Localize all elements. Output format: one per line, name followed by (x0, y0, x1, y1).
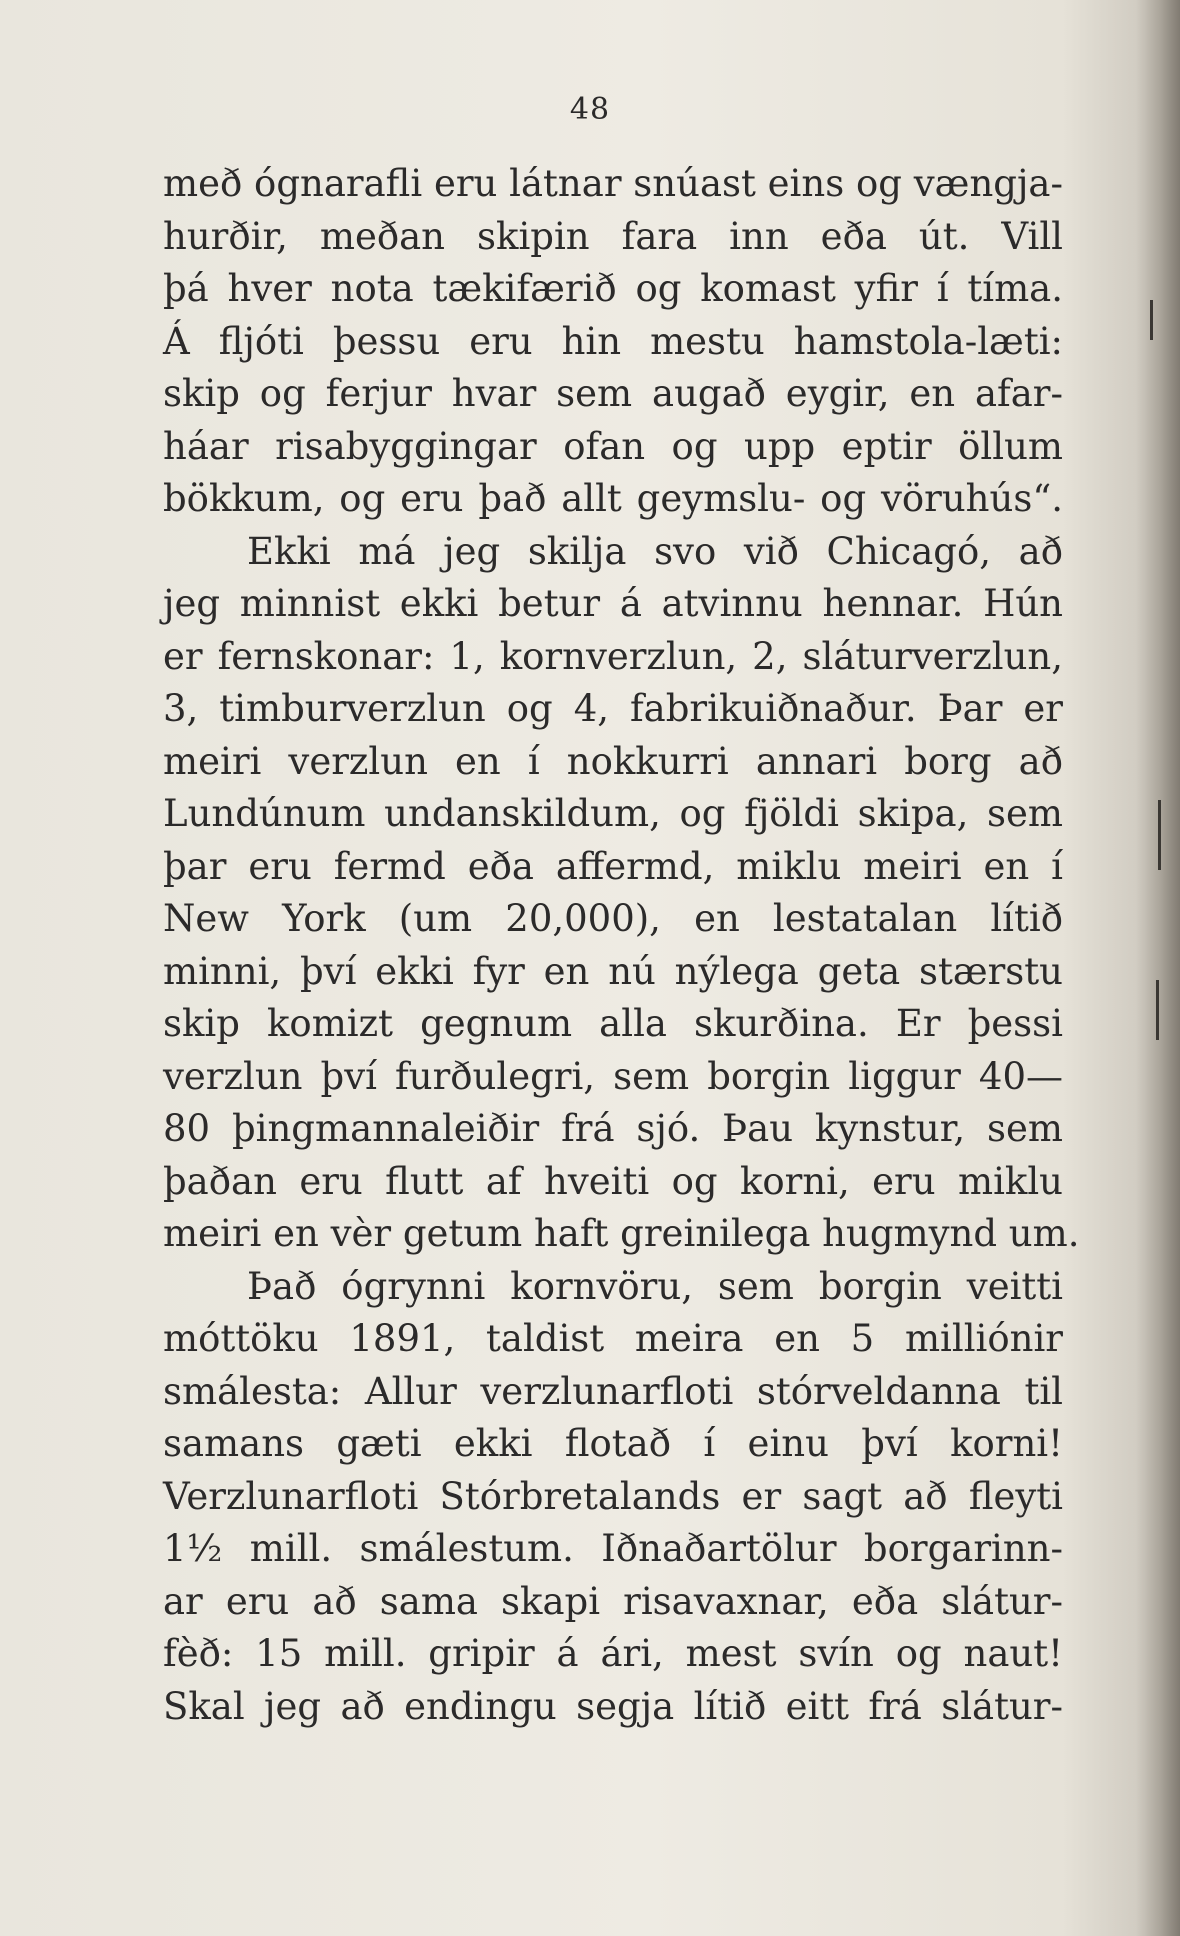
text-line: þá hver nota tækifærið og komast yfir í tíma. (163, 267, 1063, 310)
text-line: hurðir, meðan skipin fara inn eða út. Vill (163, 214, 1063, 258)
text-line: Verzlunarfloti Stórbretalands er sagt að fleyti (163, 1474, 1063, 1518)
text-line: Það ógrynni kornvöru, sem borgin veitti (247, 1264, 1063, 1308)
text-line: ar eru að sama skapi risavaxnar, eða slátur- (163, 1579, 1063, 1623)
edge-mark (1158, 800, 1161, 870)
text-line: meiri en vèr getum haft greinilega hugmynd um. (163, 1212, 1080, 1255)
text-line: móttöku 1891, taldist meira en 5 milliónir (163, 1317, 1063, 1360)
text-line: jeg minnist ekki betur á atvinnu hennar. Hún (163, 582, 1063, 625)
text-line: samans gæti ekki flotað í einu því korni! (163, 1422, 1063, 1465)
text-line: Lundúnum undanskildum, og fjöldi skipa, sem (163, 792, 1063, 835)
text-line: bökkum, og eru það allt geymslu- og vöruhús“. (163, 477, 1063, 520)
edge-mark (1156, 980, 1159, 1040)
text-line: háar risabyggingar ofan og upp eptir öllum (163, 424, 1063, 468)
text-line: fèð: 15 mill. gripir á ári, mest svín og naut! (163, 1632, 1063, 1675)
page-number: 48 (569, 92, 611, 127)
text-line: með ógnarafli eru látnar snúast eins og vængja- (163, 162, 1063, 205)
text-line: 3, timburverzlun og 4, fabrikuiðnaður. Þar er (163, 687, 1063, 730)
page-edge-shadow (1136, 0, 1180, 1936)
text-line: smálesta: Allur verzlunarfloti stórveldanna til (163, 1369, 1063, 1413)
text-line: Ekki má jeg skilja svo við Chicagó, að (247, 529, 1063, 573)
text-line: skip og ferjur hvar sem augað eygir, en afar- (163, 372, 1063, 415)
text-line: er fernskonar: 1, kornverzlun, 2, sláturverzlun, (163, 634, 1063, 678)
text-line: New York (um 20,000), en lestatalan lítið (163, 897, 1063, 940)
text-line: 80 þingmannaleiðir frá sjó. Þau kynstur, sem (163, 1107, 1063, 1150)
text-line: verzlun því furðulegri, sem borgin liggur 40— (163, 1054, 1063, 1098)
edge-mark (1150, 300, 1153, 340)
text-line: 1½ mill. smálestum. Iðnaðartölur borgarinn- (163, 1527, 1063, 1570)
text-line: meiri verzlun en í nokkurri annari borg að (163, 739, 1063, 783)
text-line: Á fljóti þessu eru hin mestu hamstola-læti: (163, 319, 1063, 363)
text-line: þaðan eru flutt af hveiti og korni, eru miklu (163, 1159, 1063, 1203)
text-line: skip komizt gegnum alla skurðina. Er þessi (163, 1002, 1063, 1045)
text-line: minni, því ekki fyr en nú nýlega geta stærstu (163, 949, 1063, 993)
text-line: Skal jeg að endingu segja lítið eitt frá slátur- (163, 1684, 1063, 1728)
text-line: þar eru fermd eða affermd, miklu meiri en í (163, 844, 1063, 888)
body-text (163, 158, 1080, 1733)
